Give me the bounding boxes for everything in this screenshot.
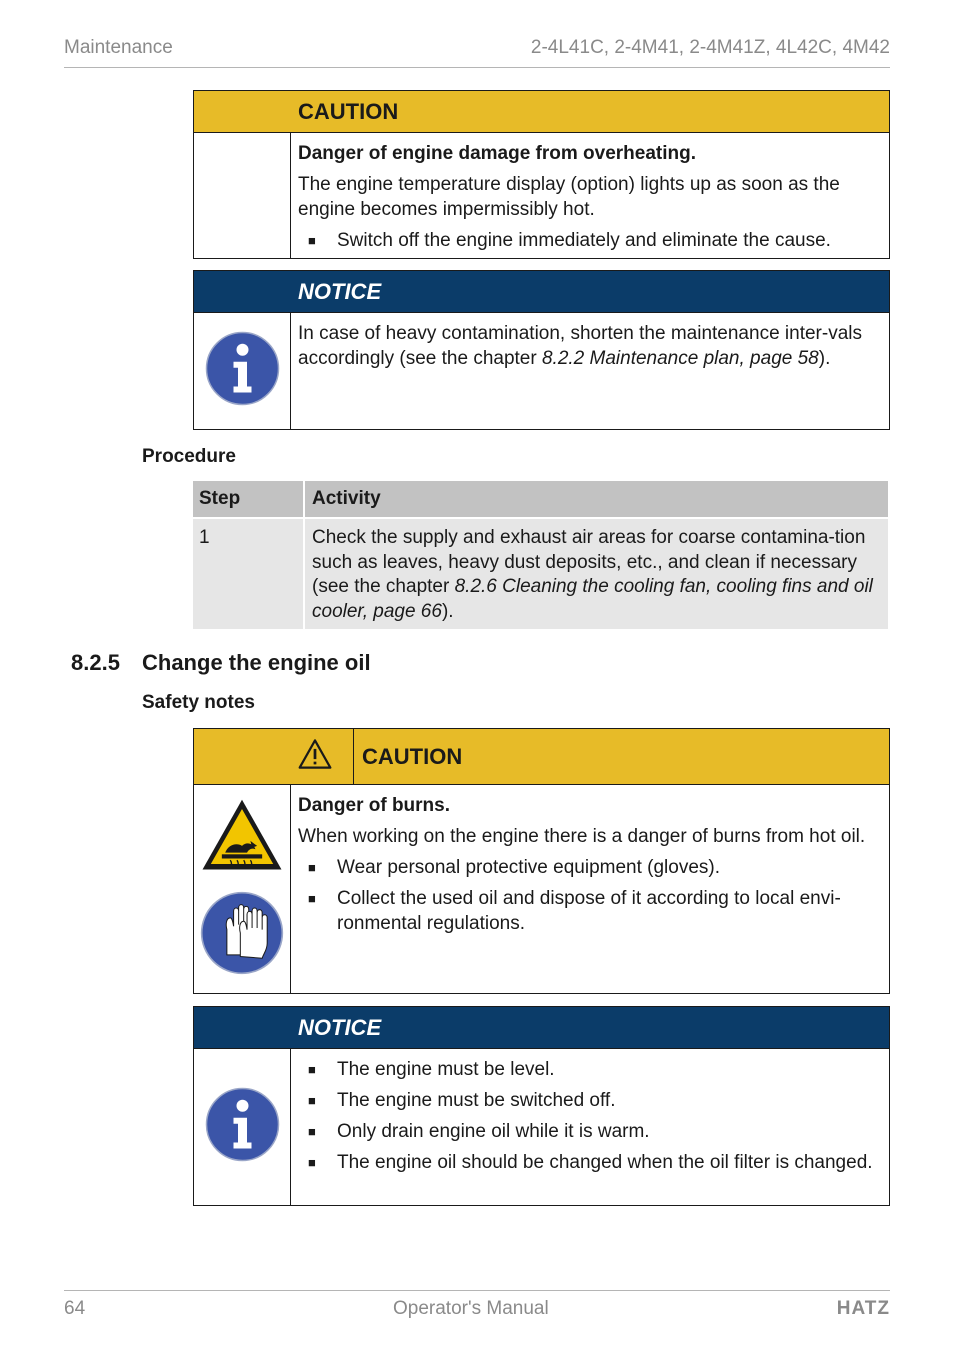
warning-triangle-icon <box>298 738 332 770</box>
header-rule <box>64 67 890 68</box>
icon-column <box>194 1049 291 1205</box>
caution-box-overheating <box>193 90 890 259</box>
notice-body <box>194 1048 889 1205</box>
bullet-item: ■ Wear personal protective equipment (gloves). <box>308 857 721 878</box>
document-title: Operator's Manual <box>393 1298 549 1319</box>
table-header-row <box>193 481 888 517</box>
procedure-table <box>193 481 888 629</box>
bullet-item: ■ Switch off the engine immediately and eliminate the cause. <box>308 230 831 251</box>
bullet-icon: ■ <box>308 233 316 248</box>
warning-icon-cell <box>291 729 354 784</box>
caution-heading: Danger of engine damage from overheating. <box>298 143 697 164</box>
safety-notes-label: Safety notes <box>142 692 255 713</box>
bullet-item: ■ The engine must be switched off. <box>308 1090 616 1111</box>
notice-bar <box>194 1007 889 1048</box>
header-models: 2-4L41C, 2-4M41, 2-4M41Z, 4L42C, 4M42 <box>530 37 890 58</box>
brand-logo: HATZ <box>836 1298 890 1319</box>
icon-column <box>194 785 291 993</box>
header-section: Maintenance <box>64 37 173 58</box>
caution-bar <box>194 91 889 132</box>
table-cell-activity: Check the supply and exhaust air areas for coarse contamina-tion such as leaves, heavy dust deposits, etc., and clean if necessary (see the chapter 8.2.6 Cleaning the cooling fan, cooling fins and oil cooler, page 66). <box>303 519 888 629</box>
bullet-icon: ■ <box>308 891 316 906</box>
chapter-reference[interactable]: 8.2.2 Maintenance plan, page 58 <box>541 348 819 369</box>
bullet-icon: ■ <box>308 860 316 875</box>
table-header-activity: Activity <box>303 481 888 517</box>
caution-text: When working on the engine there is a danger of burns from hot oil. <box>298 826 866 847</box>
table-row <box>193 519 888 629</box>
caution-body <box>194 784 889 993</box>
bullet-icon: ■ <box>308 1155 316 1170</box>
section-title: Change the engine oil <box>142 650 371 675</box>
info-icon <box>205 331 280 406</box>
notice-box-oil-change <box>193 1006 890 1206</box>
notice-text: In case of heavy contamination, shorten the maintenance inter-vals accordingly (see the chapter 8.2.2 Maintenance plan, page 58). <box>298 323 862 369</box>
bullet-item: ■ The engine oil should be changed when the oil filter is changed. <box>308 1152 873 1173</box>
chapter-reference[interactable]: 8.2.6 Cleaning the cooling fan, cooling fins and oil cooler, page 66 <box>312 576 873 622</box>
gloves-mandatory-icon <box>200 891 284 975</box>
notice-title: NOTICE <box>298 1015 382 1040</box>
caution-body <box>194 132 889 258</box>
icon-column <box>194 133 291 258</box>
caution-title: CAUTION <box>362 744 463 769</box>
footer-rule <box>64 1290 890 1291</box>
caution-text: The engine temperature display (option) lights up as soon as the engine becomes impermissibly hot. <box>298 174 840 220</box>
notice-title: NOTICE <box>298 279 382 304</box>
bullet-item: ■ Collect the used oil and dispose of it according to local envi-ronmental regulations. <box>308 888 841 934</box>
section-number: 8.2.5 <box>71 650 120 675</box>
table-cell-step: 1 <box>199 527 210 548</box>
section-heading <box>71 650 371 676</box>
bullet-icon: ■ <box>308 1093 316 1108</box>
notice-box-contamination <box>193 270 890 430</box>
page-number: 64 <box>64 1298 86 1319</box>
notice-body <box>194 312 889 429</box>
hot-surface-warning-icon <box>200 797 284 873</box>
bullet-icon: ■ <box>308 1062 316 1077</box>
bullet-item: ■ Only drain engine oil while it is warm. <box>308 1121 650 1142</box>
info-icon <box>205 1087 280 1162</box>
table-header-step: Step <box>199 488 241 509</box>
caution-bar <box>194 729 889 784</box>
bullet-icon: ■ <box>308 1124 316 1139</box>
caution-title: CAUTION <box>298 99 399 124</box>
caution-heading: Danger of burns. <box>298 795 451 816</box>
icon-column <box>194 313 291 429</box>
notice-bar <box>194 271 889 312</box>
procedure-label: Procedure <box>142 446 236 467</box>
bullet-item: ■ The engine must be level. <box>308 1059 555 1080</box>
caution-box-burns <box>193 728 890 994</box>
